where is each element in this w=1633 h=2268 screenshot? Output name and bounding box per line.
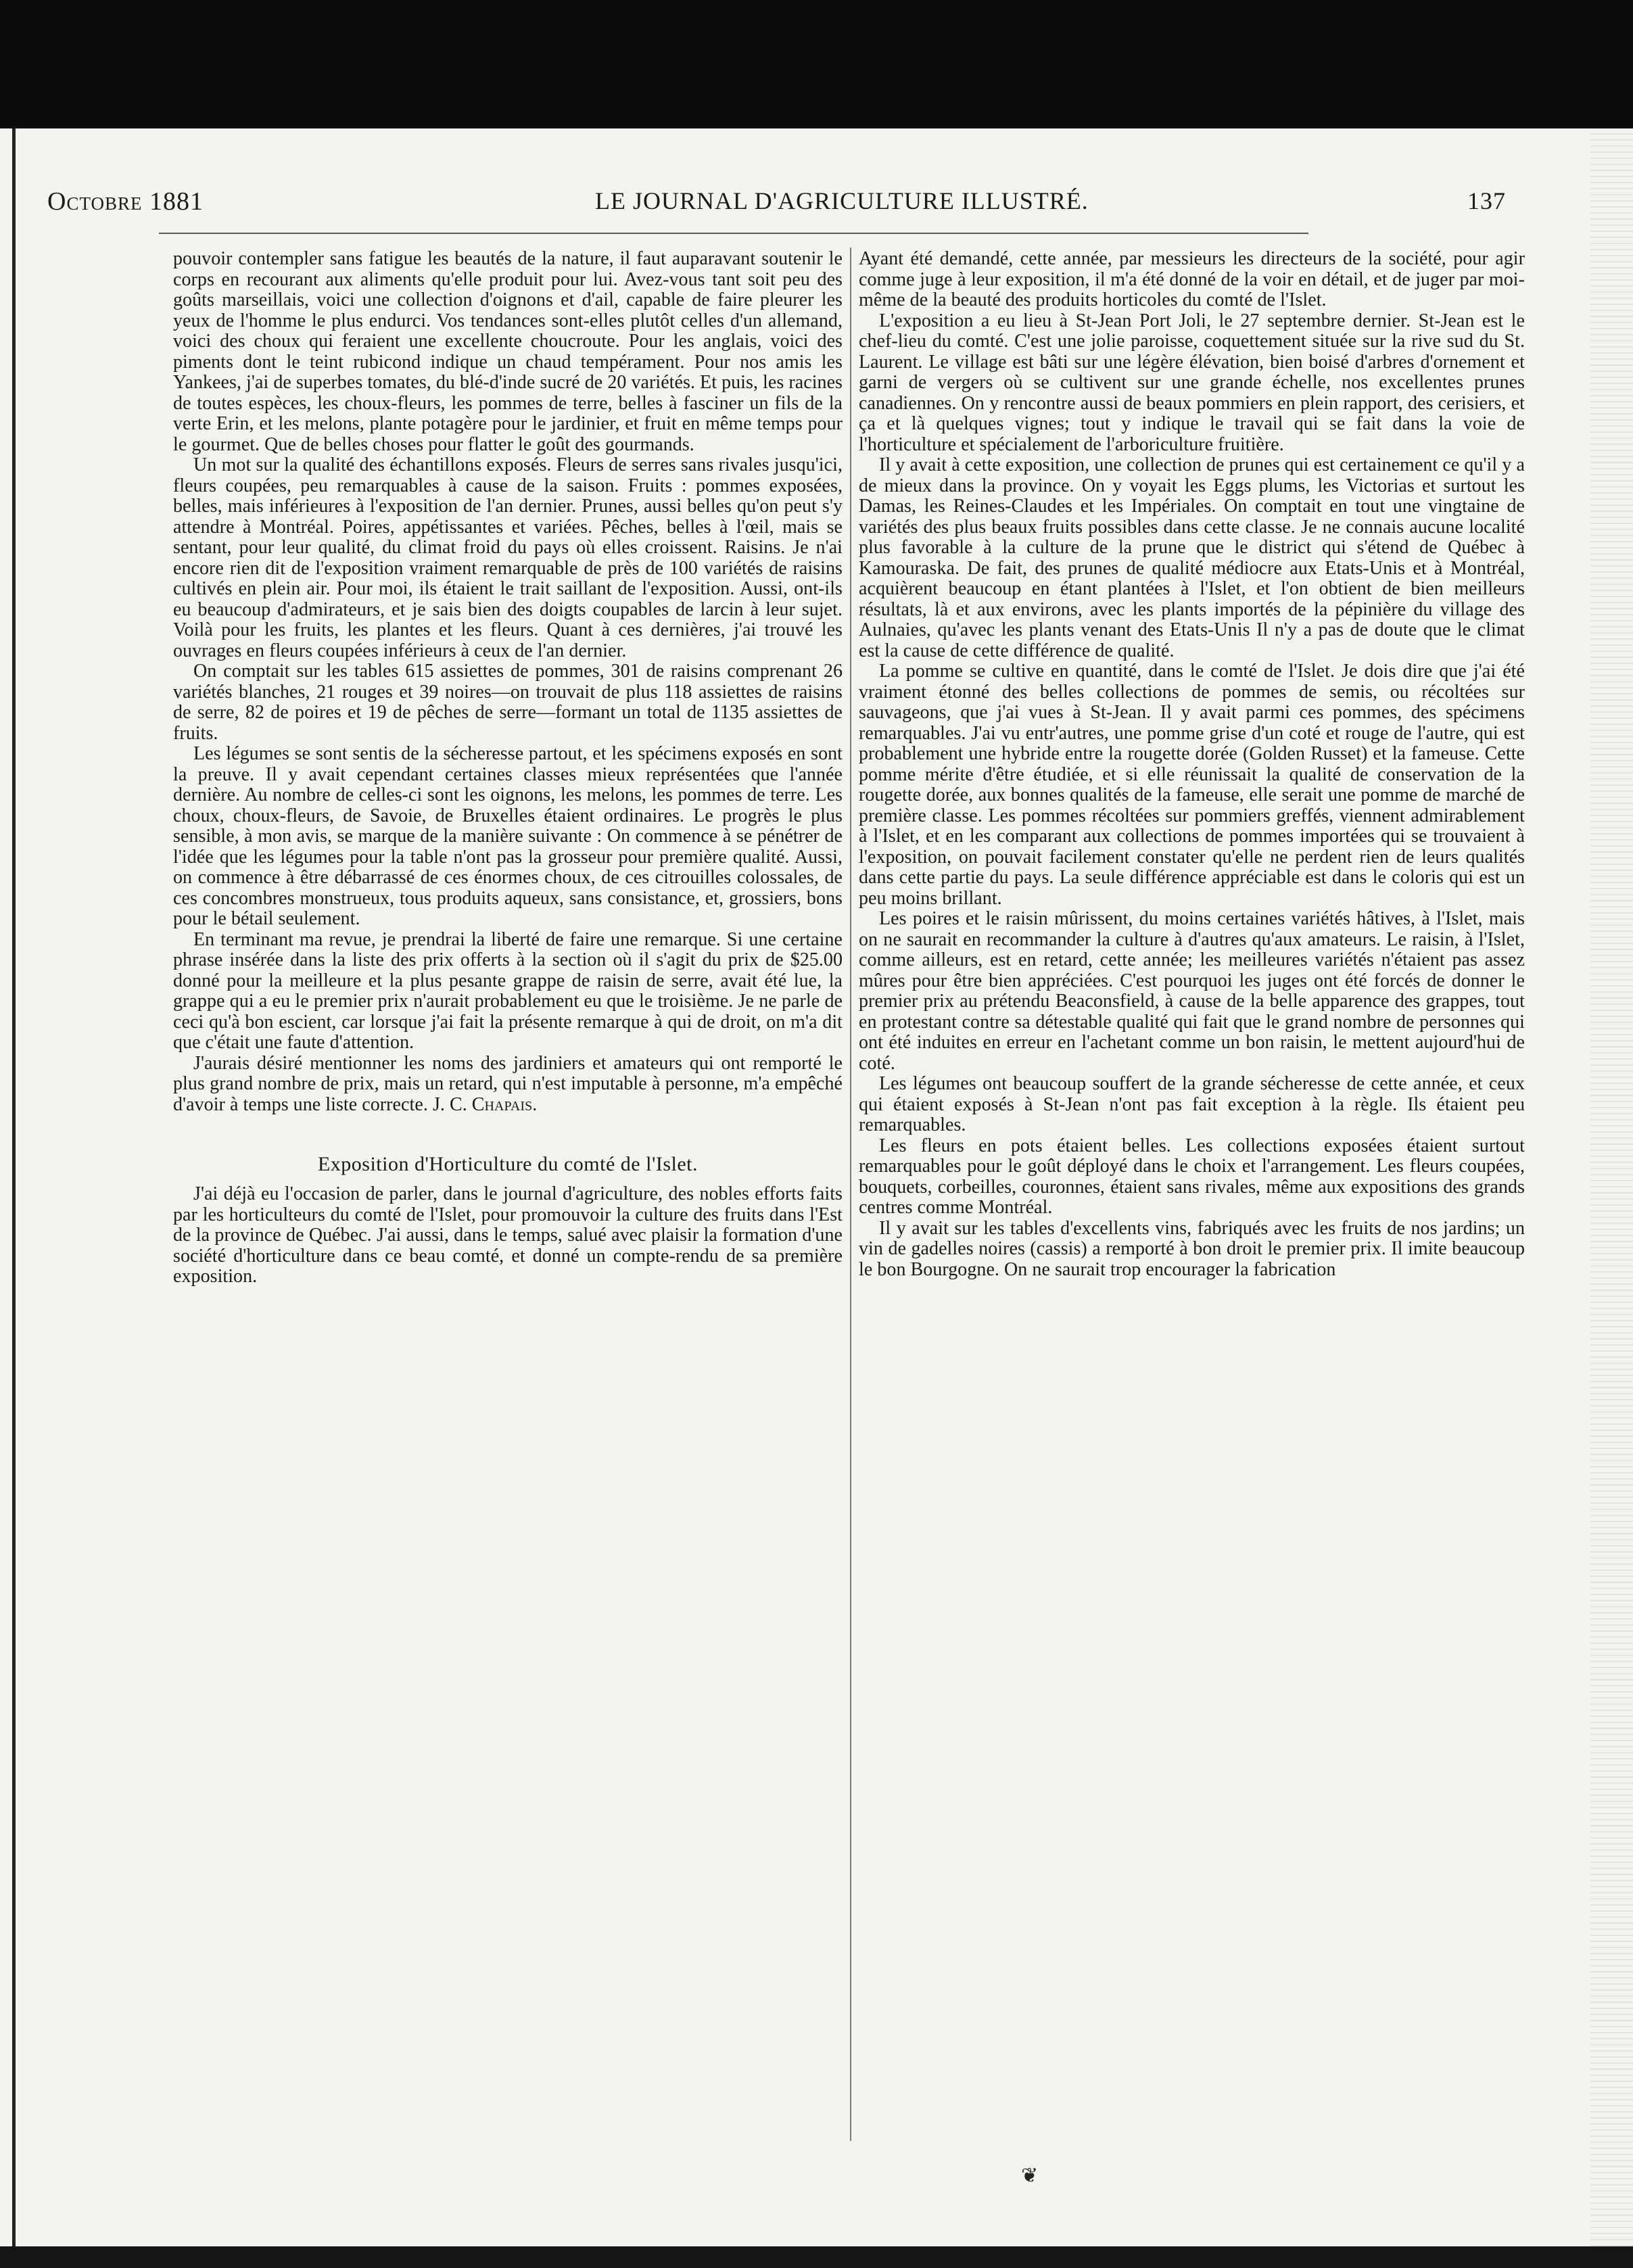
paragraph: On comptait sur les tables 615 assiettes de pommes, 301 de raisins comprenant 26 variétés blanches, 21 rouges et 39 noires—on trouvait de plus 118 assiettes de raisins de serre, 82 de poires et 19 de pêches de serre—formant un total de 1135 assiettes de fruits. [173, 661, 843, 744]
column-divider [850, 247, 851, 2141]
paragraph: Les légumes se sont sentis de la sécheresse partout, et les spécimens exposés en sont la preuve. Il y avait cependant certaines classes mieux représentées que l'année dernière. Au nombre de celles-ci sont les oignons, les melons, les pommes de terre. Les choux, choux-fleurs, de Savoie, de Bruxelles étaient ordinaires. Le progrès le plus sensible, à mon avis, se marque de la manière suivante : On commence à se pénétrer de l'idée que les légumes pour la table n'ont pas la grosseur pour première qualité. Aussi, on commence à être débarrassé de ces énormes choux, de ces citrouilles colossales, de ces concombres monstrueux, tous produits aqueux, sans consistance, et, grossiers, bons pour le bétail seulement. [173, 743, 843, 929]
page-left-edge [12, 128, 16, 2268]
page-right-edge [1590, 128, 1633, 2246]
running-header [47, 187, 1515, 220]
paragraph: La pomme se cultive en quantité, dans le comté de l'Islet. Je dois dire que j'ai été vraiment étonné des belles collections de pommes de semis, ou récoltées sur sauvageons, que j'ai vues à St-Jean. Il y avait parmi ces pommes, des spécimens remarquables. J'ai vu entr'autres, une pomme grise d'un coté et rouge de l'autre, qui est probablement une hybride entre la rougette dorée (Golden Russet) et la fameuse. Cette pomme mérite d'être étudiée, et si elle réunissait la qualité de conservation de la rougette dorée, aux bonnes qualités de la fameuse, elle serait une pomme de marché de première classe. Les pommes récoltées sur pommiers greffés, viennent admirablement à l'Islet, et en les comparant aux collections de pommes importées qui se trouvaient à l'exposition, on pouvait facilement constater qu'elle ne perdent rien de leurs qualités dans cette partie du pays. La seule différence appréciable est dans le coloris qui est un peu moins brillant. [859, 661, 1525, 909]
column-left [173, 249, 843, 2156]
header-rule [159, 233, 1308, 234]
signature: J. C. Chapais. [432, 1093, 538, 1115]
paragraph: Un mot sur la qualité des échantillons exposés. Fleurs de serres sans rivales jusqu'ici, fleurs coupées, peu remarquables à cause de la saison. Fruits : pommes exposées, belles, mais inférieures à l'exposition de l'an dernier. Prunes, aussi belles qu'on peut s'y attendre à Montréal. Poires, appétissantes et variées. Pêches, belles à l'œil, mais se sentant, pour leur qualité, du climat froid du pays où elles croissent. Raisins. Je n'ai encore rien dit de l'exposition vraiment remarquable de près de 100 variétés de raisins cultivés en plein air. Pour moi, ils étaient le trait saillant de l'exposition. Aussi, ont-ils eu beaucoup d'admirateurs, et je sais bien des doigts coupables de larcin à leur sujet. Voilà pour les fruits, les plantes et les fleurs. Quant à ces dernières, j'ai trouvé les ouvrages en fleurs coupées inférieurs à ceux de l'an dernier. [173, 454, 843, 661]
paragraph: Les poires et le raisin mûrissent, du moins certaines variétés hâtives, à l'Islet, mais on ne saurait en recommander la culture à d'autres qu'aux amateurs. Le raisin, à l'Islet, comme ailleurs, est en retard, cette année; les meilleures variétés n'étaient pas assez mûres pour être bien appréciées. C'est pourquoi les juges ont été forcés de donner le premier prix au prétendu Beaconsfield, à cause de la belle apparence des grappes, tout en protestant contre sa détestable qualité qui fait que le grand nombre de personnes qui ont été induites en erreur en l'achetant comme un bon raisin, le mettent aujourd'hui de coté. [859, 908, 1525, 1074]
paragraph: pouvoir contempler sans fatigue les beautés de la nature, il faut auparavant soutenir le corps en recourant aux aliments qu'elle produit pour lui. Avez-vous tant soit peu des goûts marseillais, voici une collection d'oignons et d'ail, capable de faire pleurer les yeux de l'homme le plus endurci. Vos tendances sont-elles plutôt celles d'un allemand, voici des choux qui feraient une excellente choucroute. Pour les anglais, voici des piments dont le teint rubicond indique un chaud tempérament. Pour nos amis les Yankees, j'ai de superbes tomates, du blé-d'inde sucré de 20 variétés. Et puis, les racines de toutes espèces, les choux-fleurs, les pommes de terre, belles à fasciner un fils de la verte Erin, et les melons, plante potagère pour le jardinier, et fruit en même temps pour le gourmet. Que de belles choses pour flatter le goût des gourmands. [173, 249, 843, 455]
paragraph: Il y avait à cette exposition, une collection de prunes qui est certainement ce qu'il y a de mieux dans la province. On y voyait les Eggs plums, les Victorias et surtout les Damas, les Reines-Claudes et les Impériales. On comptait en tout une vingtaine de variétés des plus beaux fruits possibles dans cette classe. Je ne connais aucune localité plus favorable à la culture de la prune que le district qui s'étend de Québec à Kamouraska. De fait, des prunes de qualité médiocre aux Etats-Unis et à Montréal, acquièrent beaucoup en étant plantées à l'Islet, et l'on obtient de bien meilleurs résultats, là et aux environs, avec les plants importés de la pépinière du village des Aulnaies, qu'avec les plants venant des Etats-Unis Il n'y a pas de doute que le climat est la cause de cette différence de qualité. [859, 454, 1525, 661]
scan-bottom-band [0, 2246, 1633, 2268]
section-heading: Exposition d'Horticulture du comté de l'Islet. [317, 1153, 699, 1175]
paragraph: Les fleurs en pots étaient belles. Les collections exposées étaient surtout remarquables pour le goût déployé dans le choix et l'arrangement. Les fleurs coupées, bouquets, corbeilles, couronnes, étaient sans rivales, même aux expositions des grands centres comme Montréal. [859, 1135, 1525, 1218]
column-right [859, 249, 1525, 2156]
paragraph: L'exposition a eu lieu à St-Jean Port Joli, le 27 septembre dernier. St-Jean est le chef-lieu du comté. C'est une jolie paroisse, coquettement située sur la rive sud du St. Laurent. Le village est bâti sur une légère élévation, bien boisé d'arbres d'ornement et garni de vergers où se cultivent sur une grande échelle, nos excellentes prunes canadiennes. On y rencontre aussi de beaux pommiers en plein rapport, des cerisiers, et ça et là quelques vignes; tout y indique le travail qui se fait dans la voie de l'horticulture et spécialement de l'arboriculture fruitière. [859, 310, 1525, 455]
paragraph: J'ai déjà eu l'occasion de parler, dans le journal d'agriculture, des nobles efforts faits par les horticulteurs du comté de l'Islet, pour promouvoir la culture des fruits dans l'Est de la province de Québec. J'ai aussi, dans le temps, salué avec plaisir la formation d'une société d'horticulture dans ce beau comté, et donné un compte-rendu de sa première exposition. [173, 1183, 843, 1287]
header-date: Octobre 1881 [47, 187, 204, 216]
header-journal-title: LE JOURNAL D'AGRICULTURE ILLUSTRÉ. [595, 187, 1089, 214]
paragraph-with-signature [173, 1054, 843, 1116]
scan-top-band [0, 0, 1633, 128]
paragraph: Les légumes ont beaucoup souffert de la grande sécheresse de cette année, et ceux qui étaient exposés à St-Jean n'ont pas fait exception à la règle. Ils étaient peu remarquables. [859, 1073, 1525, 1135]
paragraph-text: J'aurais désiré mentionner les noms des jardiniers et amateurs qui ont remporté le plus grand nombre de prix, mais un retard, qui n'est imputable à personne, m'a empêché d'avoir à temps une liste correcte. [173, 1052, 843, 1115]
header-page-number: 137 [1467, 187, 1506, 214]
paragraph: Il y avait sur les tables d'excellents vins, fabriqués avec les fruits de nos jardins; un vin de gadelles noires (cassis) a remporté à bon droit le premier prix. Il imite beaucoup le bon Bourgogne. On ne saurait trop encourager la fabrication [859, 1217, 1525, 1280]
paragraph: Ayant été demandé, cette année, par messieurs les directeurs de la société, pour agir comme juge à leur exposition, il m'a été donné de la voir en détail, et de juger par moi-même de la beauté des produits horticoles du comté de l'Islet. [859, 249, 1525, 310]
ink-blot-mark: ❦ [1021, 2165, 1039, 2187]
paragraph: En terminant ma revue, je prendrai la liberté de faire une remarque. Si une certaine phrase insérée dans la liste des prix offerts à la section où il s'agit du prix de $25.00 donné pour la meilleure et la plus pesante grappe de raisin de serre, avait été lue, la grappe qui a eu le premier prix n'aurait probablement eu que le troisième. Je ne parle de ceci qu'à bon escient, car lorsque j'ai fait la présente remarque à qui de droit, on m'a dit que c'était une faute d'attention. [173, 928, 843, 1053]
